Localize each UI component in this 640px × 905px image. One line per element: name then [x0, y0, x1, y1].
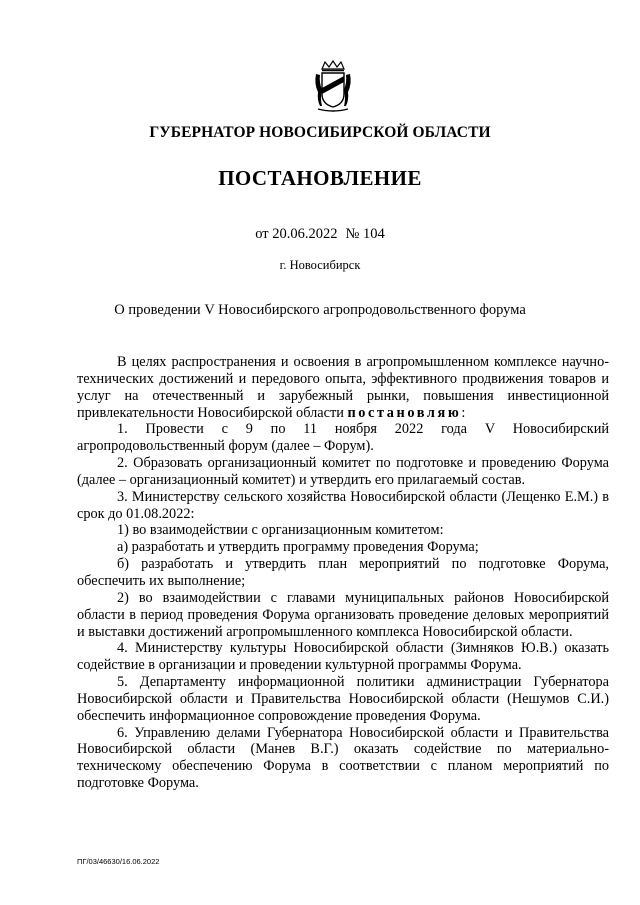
decree-keyword: постановляю — [347, 404, 462, 421]
coat-of-arms-icon — [314, 60, 352, 114]
paragraph-6: 6. Управлению делами Губернатора Новосибирской области и Правительства Новосибирской области (Манев В.Г.) оказать содействие по материально-техническому обеспечению Форума в соответствии с планом мероприятий по подготовке Форума. — [77, 724, 609, 792]
paragraph-5: 5. Департаменту информационной политики администрации Губернатора Новосибирской области и Правительства Новосибирской области (Нешумов С.И.) обеспечить информационное сопровождение проведения Форума. — [77, 674, 609, 724]
document-type-title: ПОСТАНОВЛЕНИЕ — [218, 166, 422, 190]
intro-paragraph: В целях распространения и освоения в агропромышленном комплексе научно-технических достижений и передового опыта, эффективного продвижения товаров и услуг на отечественный и зарубежный рынки, повышения инвестиционной привлекательности Новосибирской области постановляю: — [77, 354, 609, 421]
paragraph-3-1-b: б) разработать и утвердить план мероприятий по подготовке Форума, обеспечить их выполнение; — [77, 556, 609, 589]
paragraph-3-1: 1) во взаимодействии с организационным комитетом: — [117, 522, 444, 539]
paragraph-3-1-a: а) разработать и утвердить программу проведения Форума; — [117, 539, 479, 556]
decree-number: № 104 — [345, 226, 385, 242]
decree-subject: О проведении V Новосибирского агропродовольственного форума — [114, 302, 526, 318]
registry-number: ПГ/03/46630/16.06.2022 — [77, 857, 160, 866]
paragraph-3-2: 2) во взаимодействии с главами муниципальных районов Новосибирской области в период проведения Форума организовать проведение деловых мероприятий и выставки достижений агропромышленного комплекса Новосибирской области. — [77, 589, 609, 640]
issuing-authority: ГУБЕРНАТОР НОВОСИБИРСКОЙ ОБЛАСТИ — [149, 124, 491, 141]
paragraph-2: 2. Образовать организационный комитет по подготовке и проведению Форума (далее – организационный комитет) и утвердить его прилагаемый состав. — [77, 455, 609, 488]
decree-date: от 20.06.2022 — [255, 226, 338, 242]
paragraph-4: 4. Министерству культуры Новосибирской области (Зимняков Ю.В.) оказать содействие в организации и проведении культурной программы Форума. — [77, 640, 609, 674]
paragraph-1: 1. Провести с 9 по 11 ноября 2022 года V Новосибирский агропродовольственный форум (далее – Форум). — [77, 421, 609, 455]
decree-body — [77, 354, 609, 792]
paragraph-3: 3. Министерству сельского хозяйства Новосибирской области (Лещенко Е.М.) в срок до 01.08.2022: — [77, 488, 609, 522]
intro-text: В целях распространения и освоения в агропромышленном комплексе научно-технических достижений и передового опыта, эффективного продвижения товаров и услуг на отечественный и зарубежный рынки, повышения инвестиционной привлекательности Новосибирской области — [77, 354, 609, 421]
issue-city: г. Новосибирск — [279, 258, 361, 272]
decree-date-number — [0, 226, 640, 243]
